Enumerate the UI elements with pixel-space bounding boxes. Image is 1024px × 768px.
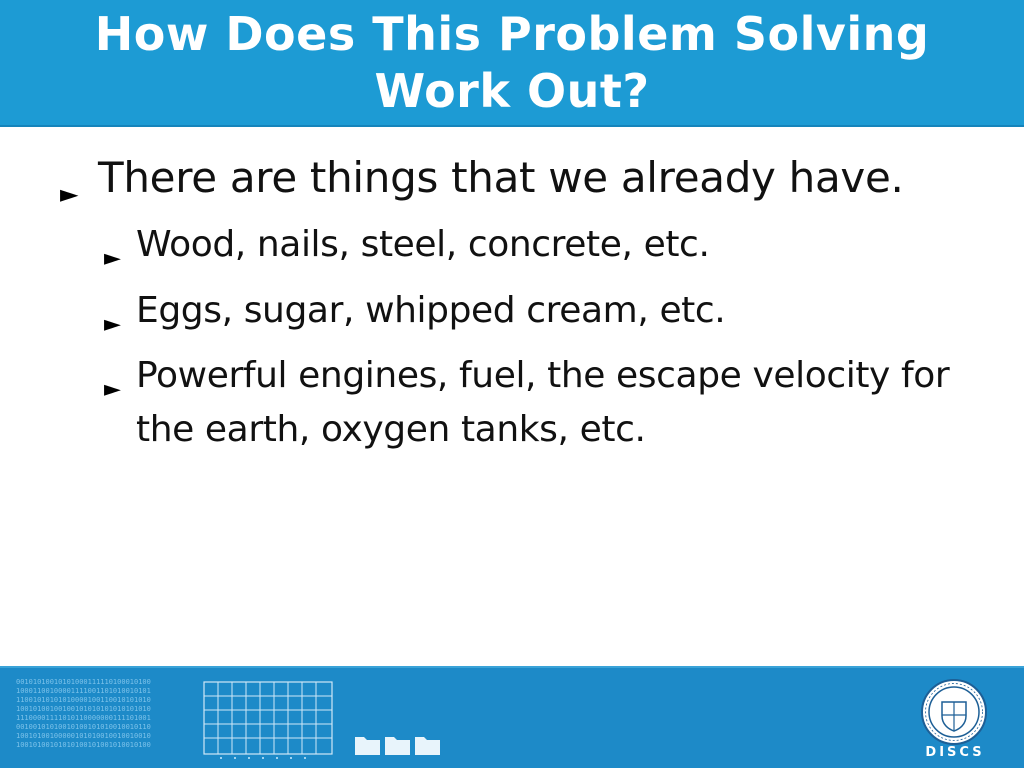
bullet-main-text: There are things that we already have. bbox=[98, 153, 904, 202]
slide-title bbox=[0, 6, 1024, 120]
bullet-arrow-icon: ► bbox=[104, 312, 121, 337]
sub-bullet-2-text: Eggs, sugar, whipped cream, etc. bbox=[136, 290, 726, 331]
bullet-arrow-icon: ► bbox=[104, 377, 121, 402]
discs-logo-text: DISCS bbox=[925, 745, 985, 760]
title-banner bbox=[0, 0, 1024, 127]
footer-banner bbox=[0, 666, 1024, 768]
bullet-arrow-icon: ► bbox=[60, 180, 79, 208]
folder-icons bbox=[354, 732, 444, 756]
bullet-arrow-icon: ► bbox=[104, 246, 121, 271]
slide-title-line-1: How Does This Problem Solving bbox=[94, 7, 930, 61]
university-seal-icon bbox=[920, 678, 988, 746]
grid-decoration-icon bbox=[200, 680, 340, 762]
binary-pattern-decoration: 00101010010101000111110100010100 10001100100001111001101010010101 11001010101010000100110010101010 10010100100100101010101010101010 11100001111010110000000111101001 00100101010010100101010010010110 10010100100000101010010010010010 10010100101010100101001010010100 bbox=[16, 678, 151, 749]
slide-title-line-2: Work Out? bbox=[374, 64, 650, 118]
sub-bullet-1-text: Wood, nails, steel, concrete, etc. bbox=[136, 224, 710, 265]
sub-bullet-3-text: Powerful engines, fuel, the escape velocity for the earth, oxygen tanks, etc. bbox=[136, 355, 950, 450]
